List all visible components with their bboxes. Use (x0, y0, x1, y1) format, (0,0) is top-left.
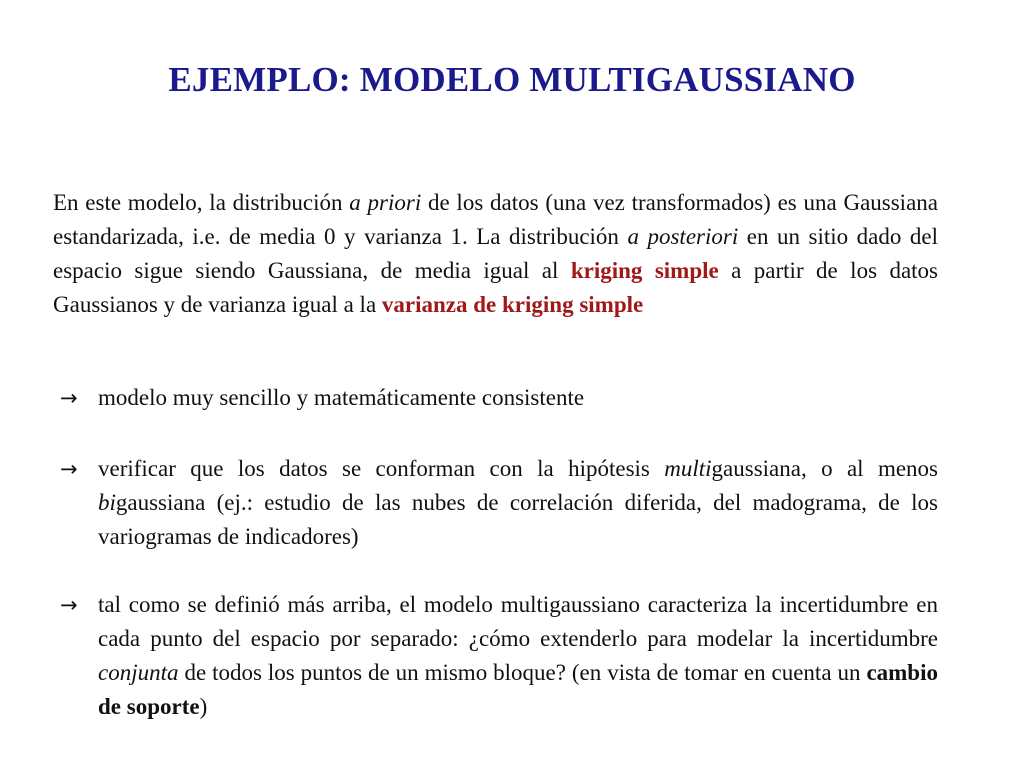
arrow-icon: → (60, 457, 78, 481)
bullet-3-text-3: ) (199, 694, 208, 719)
bullet-item-3 (60, 588, 938, 724)
intro-text-1: En este modelo, la distribución (53, 190, 350, 215)
bullet-3-text-2: de todos los puntos de un mismo bloque? (en vista de tomar en cuenta un (178, 660, 867, 685)
bullet-item-1 (60, 381, 938, 415)
intro-a-posteriori: a posteriori (627, 224, 739, 249)
slide-title: EJEMPLO: MODELO MULTIGAUSSIANO (168, 60, 856, 99)
bullet-3-cambio-soporte: cambio de soporte (98, 660, 938, 719)
highlight-varianza-kriging: varianza de kriging simple (381, 292, 644, 317)
arrow-icon: → (60, 386, 78, 410)
intro-a-priori: a priori (349, 190, 422, 215)
bullet-3-text-1: tal como se definió más arriba, el modelo multigaussiano caracteriza la incertidumbre en cada punto del espacio por separado: ¿cómo extenderlo para modelar la incertidumbre (98, 592, 938, 651)
bullet-2-text-2: gaussiana, o al menos (711, 456, 938, 481)
intro-text-2: de los datos (una vez transformados) es una Gaussiana estandarizada, i.e. de media 0 y varianza 1. La distribución (53, 190, 938, 249)
arrow-icon: → (60, 593, 78, 617)
intro-text-4: a partir de los datos Gaussianos y de varianza igual a la (53, 258, 938, 317)
bullet-1-text: modelo muy sencillo y matemáticamente consistente (98, 385, 585, 410)
bullet-3-conjunta: conjunta (98, 660, 179, 685)
bullet-2-bi: bi (98, 490, 116, 515)
bullet-item-2 (60, 452, 938, 554)
bullet-2-text-3: gaussiana (ej.: estudio de las nubes de correlación diferida, del madograma, de los variogramas de indicadores) (98, 490, 938, 549)
bullet-2-text-1: verificar que los datos se conforman con la hipótesis (98, 456, 665, 481)
bullet-2-multi: multi (664, 456, 712, 481)
intro-text-3: en un sitio dado del espacio sigue siendo Gaussiana, de media igual al (53, 224, 938, 283)
intro-paragraph (53, 186, 938, 322)
highlight-kriging-simple: kriging simple (570, 258, 719, 283)
